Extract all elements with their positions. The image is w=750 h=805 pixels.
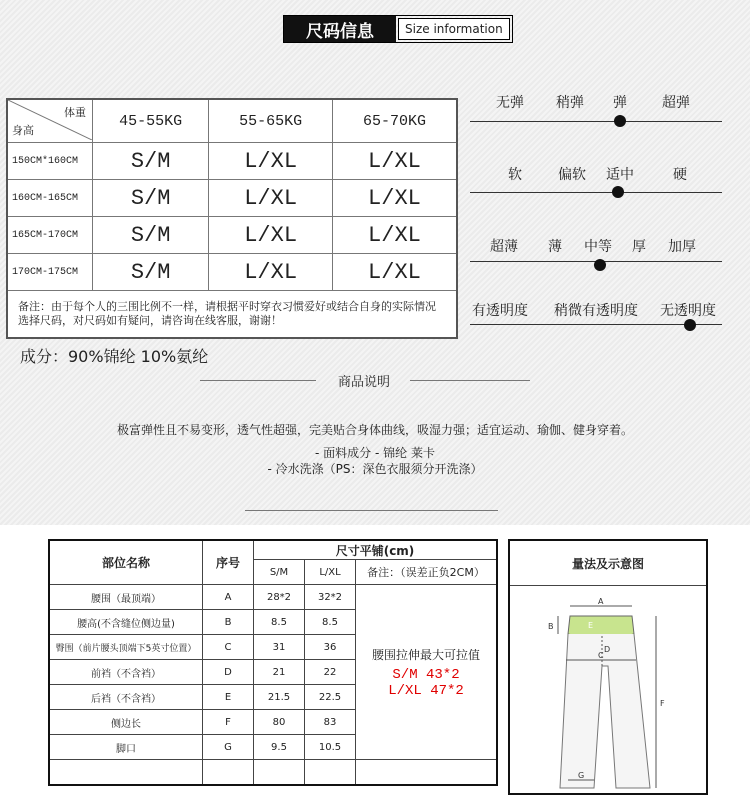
value-lxl: 10.5 bbox=[305, 735, 356, 760]
value-sm: 28*2 bbox=[254, 585, 305, 610]
product-fabric: - 面料成分 - 锦纶 莱卡 bbox=[315, 446, 435, 460]
scale-marker-dot bbox=[612, 186, 624, 198]
size-note: 备注：由于每个人的三围比例不一样，请根据平时穿衣习惯爱好或结合自身的实际情况选择尺码，对尺码如有疑问，请咨询在线客服，谢谢！ bbox=[7, 291, 457, 339]
diagram-label-f: F bbox=[660, 699, 665, 708]
sub-header-sm: S/M bbox=[254, 560, 305, 585]
scale-label: 无透明度 bbox=[660, 303, 716, 319]
diagram-label-g: G bbox=[578, 771, 585, 780]
part-name: 腰围（最顶端） bbox=[49, 585, 203, 610]
part-name: 侧边长 bbox=[49, 710, 203, 735]
value-sm: 8.5 bbox=[254, 610, 305, 635]
header-title-en: Size information bbox=[398, 18, 510, 40]
thickness-scale bbox=[470, 236, 722, 276]
scale-label: 加厚 bbox=[668, 239, 696, 255]
weight-header: 65-70KG bbox=[332, 99, 457, 143]
scale-label: 偏软 bbox=[558, 167, 586, 183]
value-lxl: 22.5 bbox=[305, 685, 356, 710]
value-sm: 31 bbox=[254, 635, 305, 660]
scale-line bbox=[470, 121, 722, 122]
height-label: 150CM*160CM bbox=[7, 143, 93, 180]
scale-label: 无弹 bbox=[496, 95, 524, 111]
size-cell: S/M bbox=[93, 254, 209, 291]
measure-header-row bbox=[49, 540, 497, 560]
part-no: G bbox=[203, 735, 254, 760]
part-name: 腰高(不含缝位侧边量) bbox=[49, 610, 203, 635]
material-composition: 成分：90%锦纶 10%氨纶 bbox=[20, 347, 209, 366]
weight-header: 45-55KG bbox=[93, 99, 209, 143]
product-washing: - 冷水洗涤（PS：深色衣服须分开洗涤） bbox=[267, 462, 483, 476]
product-description: 极富弹性且不易变形，透气性超强，完美贴合身体曲线，吸湿力强；适宜运动、瑜伽、健身穿着。 bbox=[116, 423, 633, 437]
col-size-header: 尺寸平铺(cm) bbox=[254, 540, 498, 560]
size-row bbox=[7, 180, 457, 217]
scale-marker-dot bbox=[684, 319, 696, 331]
remark-header: 备注：（误差正负2CM） bbox=[356, 560, 498, 585]
scale-label: 超弹 bbox=[662, 95, 690, 111]
section-header bbox=[283, 15, 513, 43]
part-name: 后裆（不含裆） bbox=[49, 685, 203, 710]
size-cell: S/M bbox=[93, 180, 209, 217]
size-cell: S/M bbox=[93, 217, 209, 254]
value-lxl: 83 bbox=[305, 710, 356, 735]
value-lxl: 36 bbox=[305, 635, 356, 660]
product-section-title: 商品说明 bbox=[338, 375, 391, 390]
value-lxl: 8.5 bbox=[305, 610, 356, 635]
diagram-label-d: D bbox=[604, 645, 611, 654]
size-table bbox=[6, 98, 458, 339]
diagram-title: 量法及示意图 bbox=[510, 541, 706, 586]
value-lxl: 22 bbox=[305, 660, 356, 685]
transparency-scale bbox=[470, 300, 722, 340]
header-title-zh: 尺码信息 bbox=[284, 16, 396, 42]
part-no: A bbox=[203, 585, 254, 610]
measurement-table bbox=[48, 539, 498, 786]
height-label: 160CM-165CM bbox=[7, 180, 93, 217]
size-row bbox=[7, 143, 457, 180]
stretch-cell bbox=[356, 585, 498, 760]
part-name: 前裆（不含裆） bbox=[49, 660, 203, 685]
scale-label: 薄 bbox=[548, 239, 562, 255]
scale-label: 超薄 bbox=[490, 239, 518, 255]
sub-header-lxl: L/XL bbox=[305, 560, 356, 585]
diagram-label-b: B bbox=[548, 622, 554, 631]
part-no: E bbox=[203, 685, 254, 710]
scale-label: 硬 bbox=[673, 167, 687, 183]
scale-marker-dot bbox=[594, 259, 606, 271]
diagram-label-c: C bbox=[598, 651, 604, 660]
diagram-label-e: E bbox=[588, 621, 594, 630]
pants-diagram bbox=[510, 586, 706, 792]
size-cell: L/XL bbox=[209, 254, 333, 291]
size-cell: L/XL bbox=[209, 180, 333, 217]
size-row bbox=[7, 217, 457, 254]
elasticity-scale bbox=[470, 92, 722, 132]
height-label: 170CM-175CM bbox=[7, 254, 93, 291]
size-cell: L/XL bbox=[332, 254, 457, 291]
note-row bbox=[7, 291, 457, 339]
size-table-header-row bbox=[7, 99, 457, 143]
measurement-diagram-box bbox=[508, 539, 708, 795]
scale-line bbox=[470, 192, 722, 193]
stretch-sm: S/M 43*2 bbox=[392, 666, 460, 683]
value-sm: 21.5 bbox=[254, 685, 305, 710]
part-no: B bbox=[203, 610, 254, 635]
scale-label: 稍微有透明度 bbox=[554, 303, 638, 319]
scale-label: 稍弹 bbox=[556, 95, 584, 111]
part-no: F bbox=[203, 710, 254, 735]
part-no: D bbox=[203, 660, 254, 685]
measure-row bbox=[49, 585, 497, 610]
size-cell: L/XL bbox=[332, 143, 457, 180]
scale-label: 软 bbox=[508, 167, 522, 183]
corner-cell bbox=[7, 99, 93, 143]
stretch-note: 腰围拉伸最大可拉值 bbox=[371, 647, 480, 662]
value-sm: 21 bbox=[254, 660, 305, 685]
value-sm: 9.5 bbox=[254, 735, 305, 760]
size-cell: L/XL bbox=[209, 217, 333, 254]
part-name: 脚口 bbox=[49, 735, 203, 760]
size-cell: L/XL bbox=[209, 143, 333, 180]
scale-label: 有透明度 bbox=[472, 303, 528, 319]
size-row bbox=[7, 254, 457, 291]
scale-marker-dot bbox=[614, 115, 626, 127]
part-no: C bbox=[203, 635, 254, 660]
softness-scale bbox=[470, 164, 722, 204]
col-no-header: 序号 bbox=[203, 540, 254, 585]
corner-height-label: 身高 bbox=[12, 124, 34, 137]
height-label: 165CM-170CM bbox=[7, 217, 93, 254]
scale-label: 适中 bbox=[606, 167, 634, 183]
diagram-label-a: A bbox=[598, 597, 604, 606]
size-cell: S/M bbox=[93, 143, 209, 180]
section-divider-right bbox=[410, 380, 530, 381]
stretch-lxl: L/XL 47*2 bbox=[388, 682, 464, 699]
scale-label: 中等 bbox=[584, 239, 612, 255]
scale-label: 弹 bbox=[613, 95, 627, 111]
measure-empty-row bbox=[49, 760, 497, 786]
value-sm: 80 bbox=[254, 710, 305, 735]
part-name: 臀围（前片腰头顶端下5英寸位置） bbox=[49, 635, 203, 660]
value-lxl: 32*2 bbox=[305, 585, 356, 610]
section-divider-left bbox=[200, 380, 316, 381]
bottom-divider bbox=[245, 510, 498, 511]
size-cell: L/XL bbox=[332, 180, 457, 217]
corner-weight-label: 体重 bbox=[64, 106, 86, 119]
weight-header: 55-65KG bbox=[209, 99, 333, 143]
col-part-header: 部位名称 bbox=[49, 540, 203, 585]
scale-label: 厚 bbox=[632, 239, 646, 255]
size-cell: L/XL bbox=[332, 217, 457, 254]
